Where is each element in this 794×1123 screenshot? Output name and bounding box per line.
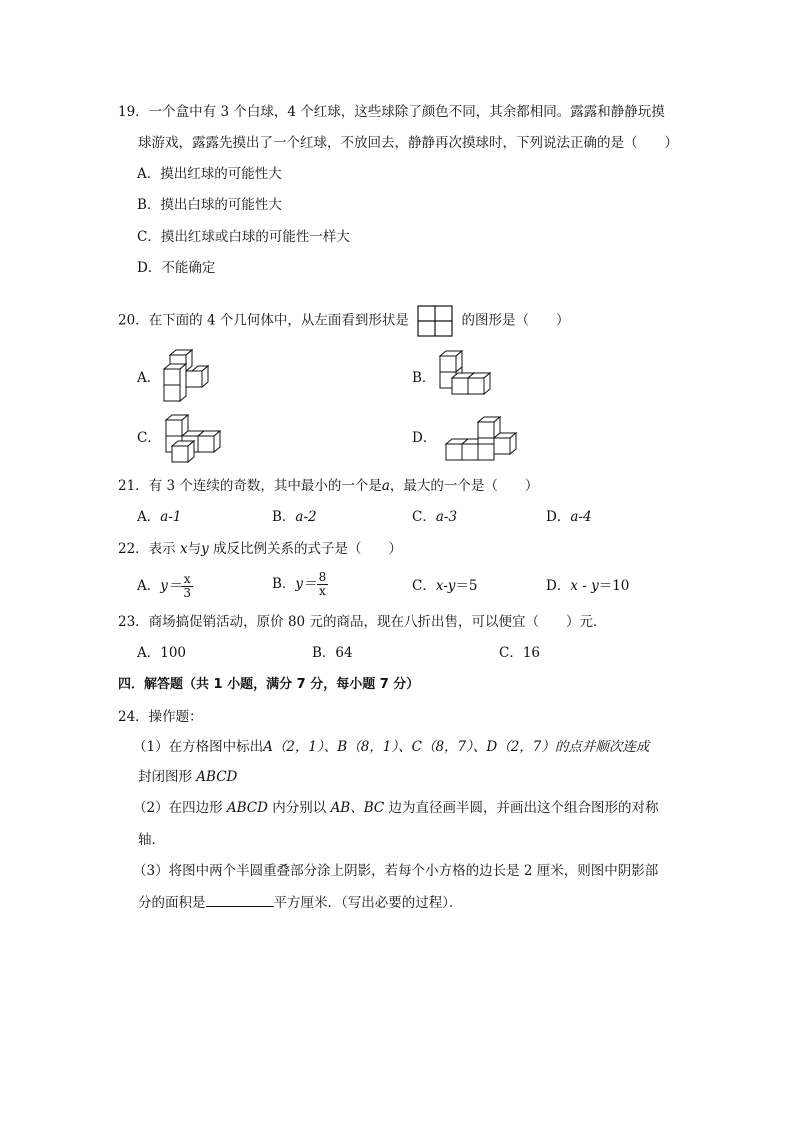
- q24-p2-e: 边为直径画半圆，并画出这个组合图形的对称: [388, 800, 659, 816]
- q24-p2-a: （2）在四边形: [133, 800, 223, 816]
- q21-option-b: [272, 507, 317, 527]
- q20-stem-a: 20．在下面的 4 个几何体中，从左面看到形状是: [118, 312, 409, 329]
- q22-option-a: [137, 572, 193, 600]
- q22-option-c-label: C．: [412, 578, 436, 594]
- q22-option-b-num: 8: [318, 570, 327, 584]
- q20-figure-c: [160, 410, 232, 466]
- q21-var: a: [381, 478, 390, 494]
- q22-option-a-num: x: [181, 573, 193, 587]
- q22-option-b-lhs: y＝: [295, 576, 317, 592]
- q19-option-d: D．不能确定: [137, 260, 216, 276]
- q24-part3-line2: [138, 892, 463, 913]
- q21-option-a-expr: a-1: [160, 509, 182, 525]
- q24-p3-b: 分的面积是: [138, 895, 206, 911]
- q24-p2-c: 内分别以: [272, 800, 327, 816]
- q24-part1-line1: [133, 737, 649, 757]
- q22-option-a-fraction: [181, 573, 193, 600]
- q23-option-a: A．100: [137, 645, 187, 661]
- q20-stem-b: 的图形是（ ）: [461, 312, 570, 329]
- q22-option-d-label: D．: [546, 578, 571, 594]
- answer-blank[interactable]: [206, 892, 274, 907]
- q22-option-b-label: B．: [272, 576, 296, 592]
- q21-option-d-label: D．: [546, 509, 571, 525]
- q20-label-c: C．: [137, 430, 161, 446]
- q22-option-d-rhs: ＝10: [598, 578, 630, 594]
- q21-option-c-expr: a-3: [435, 509, 458, 525]
- q21-option-b-label: B．: [272, 509, 296, 525]
- q21-stem: [118, 476, 538, 496]
- q19-option-a: A．摸出红球的可能性大: [137, 166, 282, 182]
- q22-option-c: [412, 576, 478, 596]
- q20-label-b: B．: [412, 370, 436, 386]
- q21-option-b-expr: a-2: [295, 509, 317, 525]
- q24-part2-line1: [133, 798, 659, 818]
- q21-option-d-expr: a-4: [570, 509, 592, 525]
- q22-stem: [118, 539, 402, 559]
- q24-part3-line1: （3）将图中两个半圆重叠部分涂上阴影，若每个小方格的边长是 2 厘米，则图中阴影部: [133, 863, 659, 879]
- q22-option-b-fraction: [317, 571, 329, 598]
- q24-p2-b: ABCD: [226, 800, 268, 816]
- q20-figure-d: [438, 410, 518, 466]
- side-view-square-icon: [417, 305, 453, 337]
- q22-option-a-label: A．: [137, 578, 161, 594]
- q22-option-d: [546, 576, 629, 596]
- q19-line2: 球游戏，露露先摸出了一个红球，不放回去，静静再次摸球时，下列说法正确的是（ ）: [138, 135, 678, 151]
- q20-figure-a: [160, 349, 216, 405]
- q21-option-d: [546, 507, 592, 527]
- q24-p2-d: AB、BC: [330, 800, 385, 816]
- q24-p1-c: 封闭图形: [138, 769, 192, 785]
- q22-mid: 与: [187, 541, 202, 557]
- q21-stem-a: 21．有 3 个连续的奇数，其中最小的一个是: [118, 478, 382, 494]
- q22-y: y: [201, 541, 209, 557]
- q24-part1-line2: [138, 767, 237, 787]
- q21-option-a: [137, 507, 181, 527]
- q22-stem-b: 成反比例关系的式子是（ ）: [213, 541, 403, 557]
- q20-label-a: A．: [137, 370, 161, 386]
- q22-option-d-expr: x - y: [570, 578, 599, 594]
- q21-option-a-label: A．: [137, 509, 161, 525]
- q21-option-c-label: C．: [412, 509, 436, 525]
- q22-option-a-lhs: y＝: [160, 578, 182, 594]
- q22-option-c-expr: x-y: [435, 578, 456, 594]
- q22-x: x: [179, 541, 188, 557]
- q19-option-c: C．摸出红球或白球的可能性一样大: [137, 229, 350, 245]
- q22-option-b-den: x: [318, 584, 326, 598]
- q22-option-c-rhs: ＝5: [455, 578, 478, 594]
- q24-p3-c: 平方厘米．（写出必要的过程）．: [273, 895, 463, 911]
- q24-stem: 24．操作题：: [118, 709, 203, 725]
- q24-p1-b: A（2，1）、B（8，1）、C（8，7）、D（2，7）的点并顺次连成: [263, 739, 650, 755]
- q22-option-a-den: 3: [183, 586, 192, 600]
- q23-stem: 23．商场搞促销活动，原价 80 元的商品，现在八折出售，可以便宜（ ）元．: [118, 614, 607, 630]
- q21-option-c: [412, 507, 457, 527]
- q21-stem-b: ，最大的一个是（ ）: [389, 478, 539, 494]
- q20-label-d: D．: [412, 430, 437, 446]
- q24-p1-d: ABCD: [196, 769, 238, 785]
- q24-part2-line2: 轴．: [138, 832, 165, 848]
- q23-option-b: B．64: [312, 645, 353, 661]
- q22-option-b: [272, 570, 328, 598]
- q20-stem: [118, 305, 569, 337]
- q19-line1: 19．一个盒中有 3 个白球，4 个红球，这些球除了颜色不同，其余都相同。露露和静静玩摸: [118, 104, 665, 120]
- q20-figure-b: [436, 348, 492, 404]
- section4-title: 四．解答题（共 1 小题，满分 7 分，每小题 7 分）: [118, 677, 420, 692]
- q23-option-c: C．16: [499, 645, 541, 661]
- q22-stem-a: 22．表示: [118, 541, 176, 557]
- q19-option-b: B．摸出白球的可能性大: [137, 197, 282, 213]
- q24-p1-a: （1）在方格图中标出: [133, 739, 264, 755]
